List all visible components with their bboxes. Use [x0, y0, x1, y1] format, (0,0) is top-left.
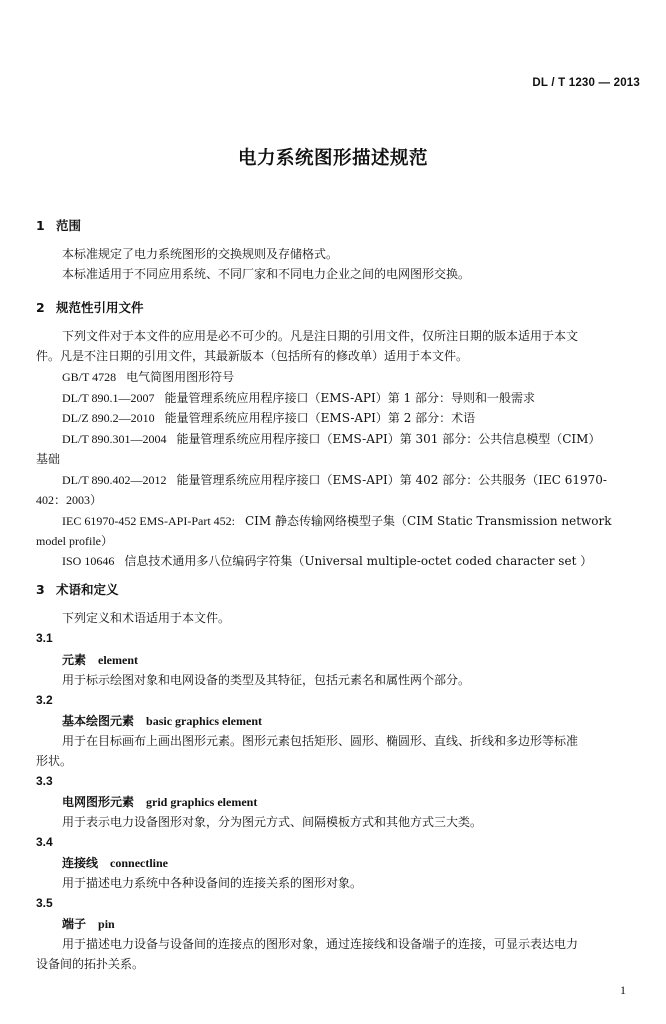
- term-number: 3.2: [36, 693, 53, 707]
- document-code: DL / T 1230 — 2013: [532, 77, 640, 89]
- reference-title: 能量管理系统应用程序接口（EMS-API）第 1 部分：导则和一般需求: [164, 391, 535, 405]
- reference-code: DL/T 890.301—2004: [62, 432, 167, 446]
- term-definition: 用于表示电力设备图形对象，分为图元方式、间隔模板方式和其他方式三大类。: [62, 815, 483, 829]
- reference-title: 电气简图用图形符号: [126, 370, 235, 384]
- term-number: 3.5: [36, 896, 53, 910]
- section-title: 范围: [56, 218, 82, 233]
- reference-title: CIM 静态传输网络模型子集（CIM Static Transmission network: [245, 514, 612, 528]
- term-chinese: 电网图形元素: [62, 795, 135, 809]
- paragraph-continuation: 件。凡是不注日期的引用文件，其最新版本（包括所有的修改单）适用于本文件。: [36, 349, 469, 363]
- term-english: basic graphics element: [146, 714, 263, 728]
- reference-title: 能量管理系统应用程序接口（EMS-API）第 301 部分：公共信息模型（CIM）: [176, 432, 601, 446]
- reference-code: DL/T 890.402—2012: [62, 473, 167, 487]
- reference-code: DL/Z 890.2—2010: [62, 411, 155, 425]
- paragraph: 下列文件对于本文件的应用是必不可少的。凡是注日期的引用文件，仅所注日期的版本适用于本文: [62, 329, 579, 343]
- term-chinese: 端子: [62, 917, 87, 931]
- term-number: 3.1: [36, 631, 53, 645]
- term-definition: 用于描述电力系统中各种设备间的连接关系的图形对象。: [62, 876, 363, 890]
- term-definition: 用于描述电力设备与设备间的连接点的图形对象，通过连接线和设备端子的连接，可显示表达电力: [62, 937, 579, 951]
- paragraph: 本标准规定了电力系统图形的交换规则及存储格式。: [62, 247, 339, 261]
- term-heading: [62, 794, 638, 810]
- reference-title: 能量管理系统应用程序接口（EMS-API）第 402 部分：公共服务（IEC 61970-: [176, 473, 607, 487]
- section-heading-references: [36, 300, 638, 316]
- term-heading: [62, 855, 638, 871]
- reference-title: 信息技术通用多八位编码字符集（Universal multiple-octet coded character set ）: [124, 554, 593, 568]
- term-heading: [62, 916, 638, 932]
- reference-item: [62, 553, 638, 569]
- section-heading-scope: [36, 218, 638, 234]
- term-heading: [62, 713, 638, 729]
- reference-item: [62, 369, 638, 385]
- reference-item: [62, 513, 638, 529]
- section-number: 2: [36, 300, 45, 315]
- reference-code: IEC 61970-452 EMS-API-Part 452:: [62, 514, 235, 528]
- reference-item: [62, 390, 638, 406]
- reference-item: [62, 472, 638, 488]
- term-definition-continuation: 设备间的拓扑关系。: [36, 957, 145, 971]
- reference-code: GB/T 4728: [62, 370, 117, 384]
- term-english: connectline: [110, 856, 169, 870]
- reference-code: ISO 10646: [62, 554, 115, 568]
- term-definition-continuation: 形状。: [36, 754, 73, 768]
- reference-continuation: 基础: [36, 452, 61, 466]
- section-title: 规范性引用文件: [56, 300, 144, 315]
- paragraph: 下列定义和术语适用于本文件。: [62, 611, 231, 625]
- term-definition: 用于在目标画布上画出图形元素。图形元素包括矩形、圆形、椭圆形、直线、折线和多边形等标准: [62, 734, 579, 748]
- page-number: 1: [620, 983, 626, 997]
- reference-continuation: 402：2003）: [36, 493, 103, 507]
- term-english: pin: [98, 917, 115, 931]
- term-chinese: 连接线: [62, 856, 99, 870]
- term-chinese: 基本绘图元素: [62, 714, 135, 728]
- term-definition: 用于标示绘图对象和电网设备的类型及其特征，包括元素名和属性两个部分。: [62, 673, 471, 687]
- reference-continuation: model profile）: [36, 534, 113, 548]
- reference-item: [62, 410, 638, 426]
- page-title: 电力系统图形描述规范: [237, 148, 428, 169]
- reference-code: DL/T 890.1—2007: [62, 391, 155, 405]
- section-number: 3: [36, 582, 45, 597]
- reference-item: [62, 431, 638, 447]
- reference-title: 能量管理系统应用程序接口（EMS-API）第 2 部分：术语: [164, 411, 476, 425]
- term-heading: [62, 652, 638, 668]
- term-number: 3.3: [36, 774, 53, 788]
- section-title: 术语和定义: [56, 582, 119, 597]
- term-english: element: [98, 653, 138, 667]
- paragraph: 本标准适用于不同应用系统、不同厂家和不同电力企业之间的电网图形交换。: [62, 267, 471, 281]
- term-chinese: 元素: [62, 653, 87, 667]
- term-english: grid graphics element: [146, 795, 258, 809]
- term-number: 3.4: [36, 835, 53, 849]
- section-number: 1: [36, 218, 45, 233]
- section-heading-terms: [36, 582, 638, 598]
